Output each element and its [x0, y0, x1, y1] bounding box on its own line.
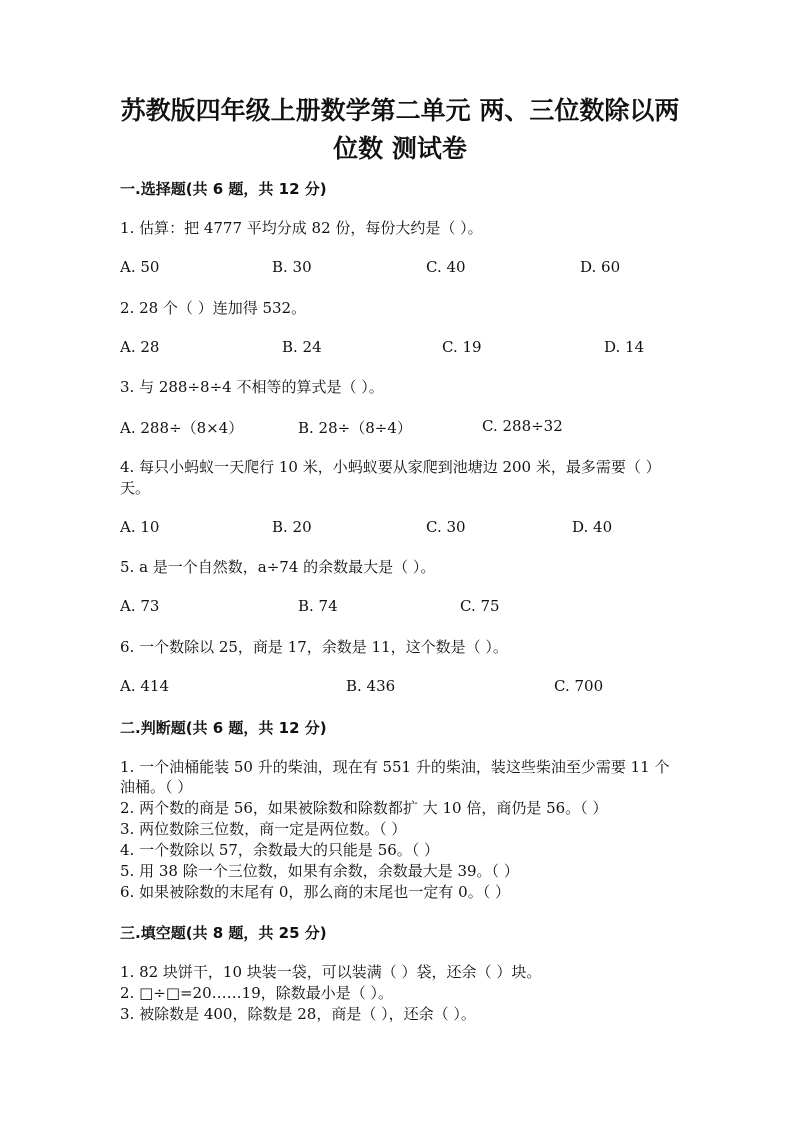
judgement-item: 3. 两位数除三位数，商一定是两位数。（ ）	[120, 820, 407, 838]
option-row	[120, 258, 680, 280]
judgement-item: 4. 一个数除以 57，余数最大的只能是 56。（ ）	[120, 841, 440, 859]
fill-item: 1. 82 块饼干，10 块装一袋，可以装满（ ）袋，还余（ ）块。	[120, 963, 542, 981]
option: B. 28÷（8÷4）	[298, 419, 412, 437]
option-row	[120, 417, 680, 439]
option: A. 288÷（8×4）	[120, 419, 244, 437]
option-row	[120, 677, 680, 699]
page-title	[80, 92, 720, 168]
judgement-item: 2. 两个数的商是 56，如果被除数和除数都扩 大 10 倍，商仍是 56。（ ）	[120, 799, 608, 817]
option: B. 436	[346, 677, 396, 695]
option: A. 50	[120, 258, 160, 276]
option: C. 700	[554, 677, 604, 695]
option: A. 28	[120, 338, 160, 356]
option: B. 30	[272, 258, 312, 276]
option: C. 288÷32	[482, 417, 563, 435]
option: B. 24	[282, 338, 322, 356]
section-heading-fill: 三.填空题(共 8 题，共 25 分)	[120, 924, 327, 942]
option-row	[120, 518, 680, 540]
judgement-item: 6. 如果被除数的末尾有 0，那么商的末尾也一定有 0。（ ）	[120, 883, 510, 901]
option: C. 75	[460, 597, 500, 615]
judgement-item: 1. 一个油桶能装 50 升的柴油，现在有 551 升的柴油，装这些柴油至少需要 11 个油桶。（ ）	[120, 758, 670, 796]
question-text: 4. 每只小蚂蚁一天爬行 10 米，小蚂蚁要从家爬到池塘边 200 米，最多需要（ ）天。	[120, 458, 661, 497]
question-text: 2. 28 个（ ）连加得 532。	[120, 299, 307, 317]
option: A. 10	[120, 518, 160, 536]
option: C. 30	[426, 518, 466, 536]
question-text: 5. a 是一个自然数，a÷74 的余数最大是（ ）。	[120, 558, 436, 576]
option: D. 14	[604, 338, 645, 356]
option-row	[120, 597, 680, 619]
option: C. 40	[426, 258, 466, 276]
question-text: 1. 估算：把 4777 平均分成 82 份，每份大约是（ ）。	[120, 219, 483, 237]
judgement-item: 5. 用 38 除一个三位数，如果有余数，余数最大是 39。（ ）	[120, 862, 519, 880]
question-text: 3. 与 288÷8÷4 不相等的算式是（ ）。	[120, 378, 384, 396]
option: D. 60	[580, 258, 621, 276]
option: B. 20	[272, 518, 312, 536]
question-text: 6. 一个数除以 25，商是 17，余数是 11，这个数是（ ）。	[120, 638, 508, 656]
title-line-2: 位数 测试卷	[333, 134, 467, 163]
option: B. 74	[298, 597, 338, 615]
title-line-1: 苏教版四年级上册数学第二单元 两、三位数除以两	[120, 96, 680, 125]
section-heading-judgement: 二.判断题(共 6 题，共 12 分)	[120, 719, 327, 737]
option: A. 73	[120, 597, 160, 615]
option: A. 414	[120, 677, 169, 695]
fill-item: 2. □÷□=20……19，除数最小是（ ）。	[120, 984, 394, 1002]
option: C. 19	[442, 338, 482, 356]
option-row	[120, 338, 680, 360]
section-heading-choice: 一.选择题(共 6 题，共 12 分)	[120, 180, 327, 198]
option: D. 40	[572, 518, 613, 536]
fill-item: 3. 被除数是 400，除数是 28，商是（ ），还余（ ）。	[120, 1005, 476, 1023]
